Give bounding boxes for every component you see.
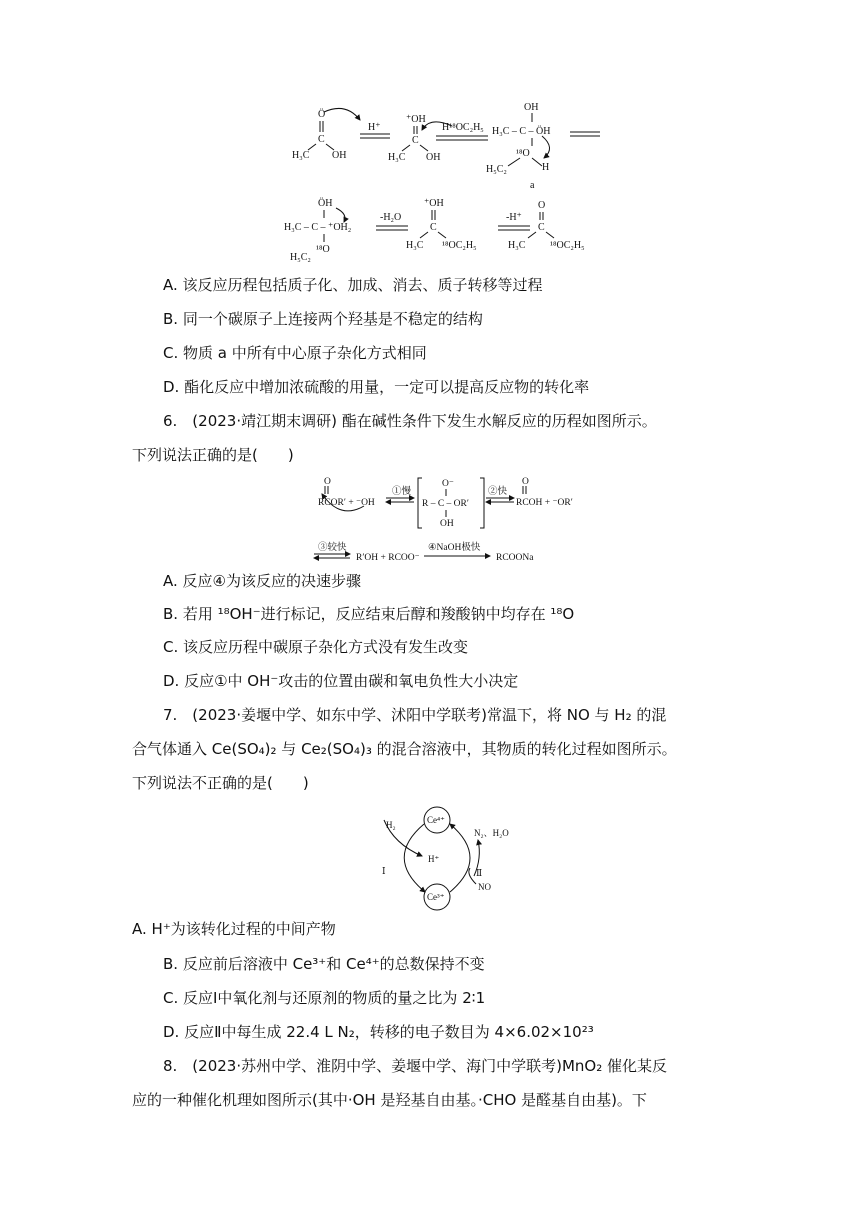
reaction-I-label: Ⅰ: [382, 866, 386, 876]
q7-stem-line3: 下列说法不正确的是( ): [132, 774, 309, 792]
m2-right: OH: [426, 152, 441, 163]
q7-stem-line1: 7. (2023·姜堰中学、如东中学、沭阳中学联考)常温下，将 NO 与 H₂ 的混: [163, 706, 667, 724]
m5-top: ⁺OH: [424, 198, 444, 209]
m3-hydrogen: H: [542, 162, 550, 173]
m1-right: OH: [332, 150, 347, 161]
q7-option-a: A. H⁺为该转化过程的中间产物: [132, 920, 336, 938]
q6-option-b: B. 若用 ¹⁸OH⁻进行标记，反应结束后醇和羧酸钠中均存在 ¹⁸O: [163, 605, 575, 623]
q5-option-d: D. 酯化反应中增加浓硫酸的用量，一定可以提高反应物的转化率: [163, 378, 590, 396]
intermediate-a-label: a: [530, 180, 535, 191]
sodium-carboxylate: RCOONa: [496, 553, 534, 563]
m3-oxygen: ¹⁸O: [516, 148, 530, 159]
m2-carbon: C: [412, 135, 419, 146]
products-label: N₂、H₂O: [474, 828, 509, 838]
arrow3-label: -H₂O: [380, 212, 402, 223]
alcohol-plus-carboxylate: R′OH + RCOO⁻: [356, 553, 420, 563]
q7-option-d: D. 反应Ⅱ中每生成 22.4 L N₂，转移的电子数目为 4×6.02×10²³: [163, 1023, 594, 1041]
intermediate-top: O⁻: [442, 479, 454, 489]
no-label: NO: [478, 882, 491, 892]
step2-label: ②快: [488, 487, 508, 497]
q6-stem-line2: 下列说法正确的是( ): [132, 446, 294, 464]
q6-stem-line1: 6. (2023·靖江期末调研) 酯在碱性条件下发生水解反应的历程如图所示。: [163, 412, 657, 430]
arrow4-label: -H⁺: [506, 212, 522, 223]
esterification-mechanism-figure: [280, 96, 610, 262]
q5-option-a: A. 该反应历程包括质子化、加成、消去、质子转移等过程: [163, 276, 543, 294]
q5-option-b: B. 同一个碳原子上连接两个羟基是不稳定的结构: [163, 310, 483, 328]
m5-right: ¹⁸OC₂H₅: [442, 240, 477, 251]
q6-option-c: C. 该反应历程中碳原子杂化方式没有发生改变: [163, 638, 469, 656]
ester-hydrolysis-figure: [310, 474, 610, 566]
q7-option-c: C. 反应Ⅰ中氧化剂与还原剂的物质的量之比为 2∶1: [163, 989, 486, 1007]
h2-label: H₂: [386, 820, 396, 830]
q7-stem-line2: 合气体通入 Ce(SO₄)₂ 与 Ce₂(SO₄)₃ 的混合溶液中，其物质的转化过程如图所示。: [132, 740, 677, 758]
m6-carbon: C: [538, 222, 545, 233]
q8-stem-line1: 8. (2023·苏州中学、淮阴中学、姜堰中学、海门中学联考)MnO₂ 催化某反: [163, 1057, 667, 1075]
q5-option-c: C. 物质 a 中所有中心原子杂化方式相同: [163, 344, 427, 362]
step3-label: ③较快: [318, 543, 347, 553]
m2-left: H₃C: [388, 152, 406, 163]
m5-carbon: C: [430, 222, 437, 233]
acid-plus-alkoxide: RCOH + ⁻OR′: [516, 498, 573, 508]
step4-label: ④NaOH极快: [428, 543, 481, 553]
cerium-cycle-figure: [370, 800, 530, 912]
m4-center: H₃C – C – ⁺OH₂: [284, 222, 352, 233]
q8-stem-line2: 应的一种催化机理如图所示(其中·OH 是羟基自由基。·CHO 是醛基自由基)。下: [132, 1091, 647, 1109]
acid-oxygen: O: [522, 477, 529, 487]
m5-left: H₃C: [406, 240, 424, 251]
intermediate-bottom: OH: [440, 519, 454, 529]
intermediate-mid: R – C – OR′: [422, 499, 469, 509]
m1-oxygen: Ö: [318, 109, 326, 120]
m6-top: O: [538, 200, 546, 211]
hplus-label: H⁺: [428, 854, 440, 864]
m3-center: H₃C – C – ÖH: [492, 126, 551, 137]
arrow1-label: H⁺: [368, 122, 381, 133]
ester-oxygen: O: [324, 477, 331, 487]
step1-label: ①慢: [392, 487, 412, 497]
reaction-II-label: Ⅱ: [476, 868, 483, 878]
q6-option-a: A. 反应④为该反应的决速步骤: [163, 572, 361, 590]
m4-oxygen: ¹⁸O: [316, 244, 330, 255]
m3-ethyl: H₅C₂: [486, 164, 507, 175]
m6-left: H₃C: [508, 240, 526, 251]
ce3-label: Ce³⁺: [427, 892, 445, 902]
m2-top: ⁺OH: [406, 114, 426, 125]
m6-right: ¹⁸OC₂H₅: [550, 240, 585, 251]
m1-left: H₃C: [292, 150, 310, 161]
q6-option-d: D. 反应①中 OH⁻攻击的位置由碳和氧电负性大小决定: [163, 672, 519, 690]
m4-top: ÖH: [318, 198, 333, 209]
m1-carbon: C: [318, 134, 325, 145]
m3-top: OH: [524, 102, 539, 113]
arrow2-label: H¹⁸OC₂H₅: [442, 122, 484, 133]
ester-plus-hydroxide: RCOR′ + ⁻OH: [318, 498, 375, 508]
m4-ethyl: H₅C₂: [290, 252, 311, 262]
q7-option-b: B. 反应前后溶液中 Ce³⁺和 Ce⁴⁺的总数保持不变: [163, 955, 485, 973]
ce4-label: Ce⁴⁺: [427, 815, 445, 825]
